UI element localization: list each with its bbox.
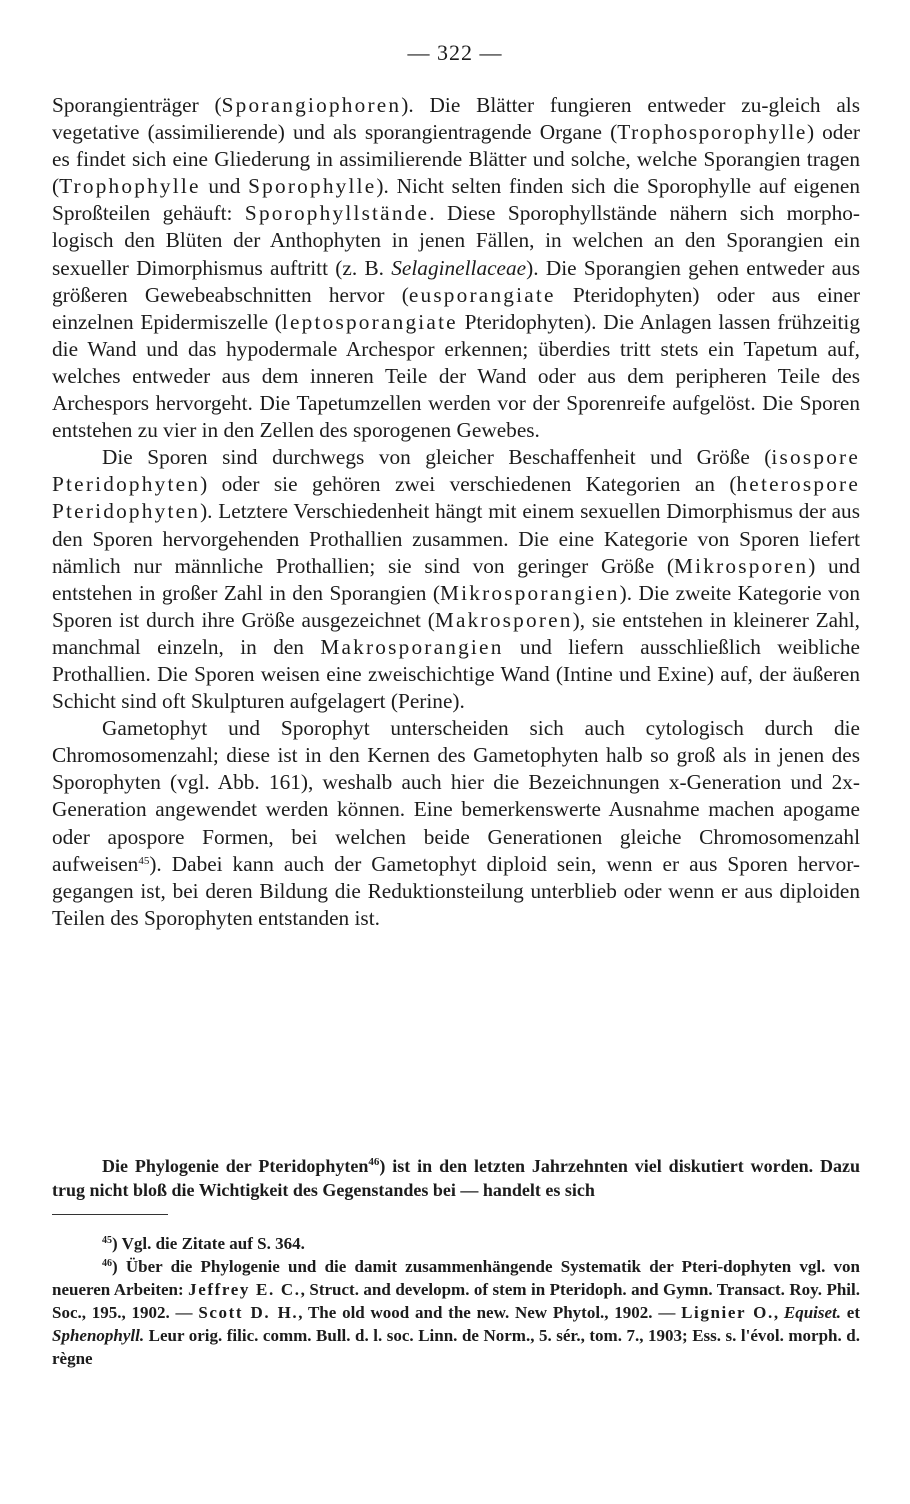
footnotes (52, 1232, 860, 1370)
paragraph-sporangia: Sporangienträger (Sporangiophoren). Die Blätter fungieren entweder zu-gleich als vegetative (assimilierende) und als sporangientragende Organe (Trophosporophylle) oder es findet sich eine Gliederung in assimilierende Blätter und solche, welche Sporangien tragen (Trophophylle und Sporophylle). Nicht selten finden sich die Sporophylle auf eigenen Sproßteilen gehäuft: Sporophyllstände. Diese Sporophyllstände nähern sich morpho-logisch den Blüten der Anthophyten in jenen Fällen, in welchen an den Sporangien ein sexueller Dimorphismus auftritt (z. B. Selaginellaceae). Die Sporangien gehen entweder aus größeren Gewebeabschnitten hervor (eusporangiate Pteridophyten) oder aus einer einzelnen Epidermiszelle (leptosporangiate Pteridophyten). Die Anlagen lassen frühzeitig die Wand und das hypodermale Archespor erkennen; überdies tritt stets ein Tapetum auf, welches entweder aus dem inneren Teile der Wand oder aus dem peripheren Teile des Archespors hervorgeht. Die Tapetumzellen werden vor der Sporenreife aufgelöst. Die Sporen entstehen zu vier in den Zellen des sporogenen Gewebes. (52, 93, 861, 443)
small-print-paragraph: Die Phylogenie der Pteridophyten$^{46}$) ist in den letzten Jahrzehnten viel diskutiert worden. Dazu trug nicht bloß die Wichtigkeit des Gegenstandes bei — handelt es sich (52, 1156, 860, 1200)
page-number: — 322 — (407, 40, 503, 65)
footnote-ref-45[interactable]: 45 (138, 854, 150, 867)
footnote-separator (52, 1214, 168, 1215)
paragraph-spores: Die Sporen sind durchwegs von gleicher Beschaffenheit und Größe (isospore Pteridophyten) oder sie gehören zwei verschiedenen Kategorien an (heterospore Pteridophyten). Letztere Verschiedenheit hängt mit einem sexuellen Dimorphismus der aus den Sporen hervorgehenden Prothallien zusammen. Die eine Kategorie von Sporen liefert nämlich nur männliche Prothallien; sie sind von geringer Größe (Mikrosporen) und entstehen in großer Zahl in den Sporangien (Mikrosporangien). Die zweite Kategorie von Sporen ist durch ihre Größe ausgezeichnet (Makrosporen), sie entstehen in kleinerer Zahl, manchmal einzeln, in den Makrosporangien und liefern ausschließlich weibliche Prothallien. Die Sporen weisen eine zweischichtige Wand (Intine und Exine) auf, der äußeren Schicht sind oft Skulpturen aufgelagert (Perine). (52, 445, 860, 714)
footnote-45: $^{45}$) Vgl. die Zitate auf S. 364. (102, 1234, 305, 1253)
footnote-46: $^{46}$) Über die Phylogenie und die damit zusammenhängende Systematik der Pteri-dophyten vgl. von neueren Arbeiten: Jeffrey E. C., Struct. and developm. of stem in Pteridoph. and Gymn. Transact. Roy. Phil. Soc., 195., 1902. — Scott D. H., The old wood and the new. New Phytol., 1902. — Lignier O., Equiset. et Sphenophyll. Leur orig. filic. comm. Bull. d. l. soc. Linn. de Norm., 5. sér., tom. 7., 1903; Ess. s. l'évol. morph. d. règne (52, 1257, 860, 1368)
paragraph-chromosomes: Gametophyt und Sporophyt unterscheiden sich auch cytologisch durch die Chromosomenzahl; diese ist in den Kernen des Gametophyten halb so groß als in jenen des Sporophyten (vgl. Abb. 161), weshalb auch hier die Bezeichnungen x-Generation und 2x-Generation angewendet werden können. Eine bemerkenswerte Ausnahme machen apogame oder apospore Formen, bei welchen beide Generationen gleiche Chromosomenzahl aufweisen$^{45}$). Dabei kann auch der Gametophyt diploid sein, wenn er aus Sporen hervor-gegangen ist, bei deren Bildung die Reduktionsteilung unterblieb oder wenn er aus diploiden Teilen des Sporophyten entstanden ist. (52, 716, 860, 930)
footnote-ref-46[interactable]: 46 (368, 1156, 380, 1168)
main-text (52, 92, 860, 932)
